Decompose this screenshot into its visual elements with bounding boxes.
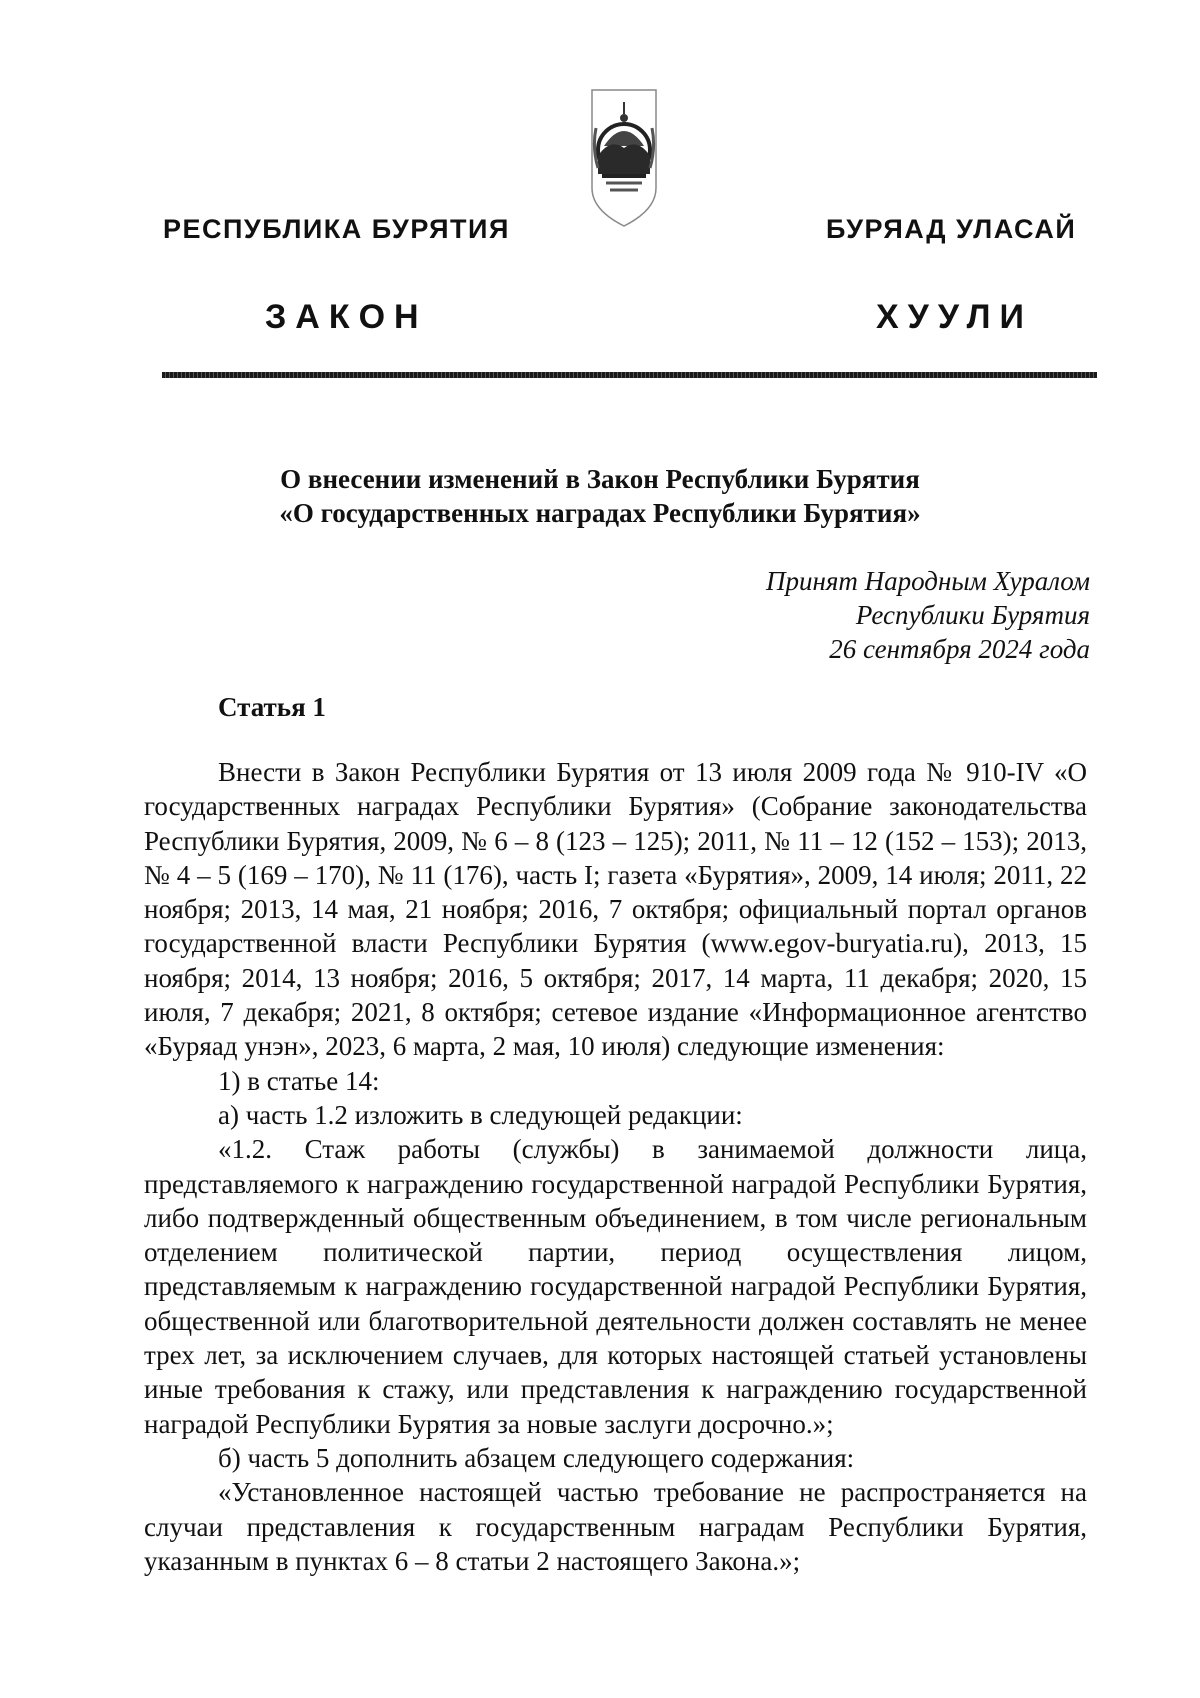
document-title xyxy=(120,462,1080,530)
paragraph: «Установленное настоящей частью требование не распространяется на случаи представления к государственным наградам Республики Бурятия, указанным в пунктах 6 – 8 статьи 2 настоящего Закона.»; xyxy=(144,1477,1087,1576)
adoption-note xyxy=(766,564,1090,666)
article-body xyxy=(144,755,1087,1578)
paragraph: «1.2. Стаж работы (службы) в занимаемой должности лица, представляемого к награждению государственной наградой Республики Бурятия, либо подтвержденный общественным объединением, в том числе региональным отделением политической партии, период осуществления лицом, представляемым к награждению государственной наградой Республики Бурятия, общественной или благотворительной деятельности должен составлять не менее трех лет, за исключением случаев, для которых настоящей статьей установлены иные требования к стажу, или представления к награждению государственной наградой Республики Бурятия за новые заслуги досрочно.»; xyxy=(144,1134,1087,1439)
coat-of-arms-icon xyxy=(590,88,658,228)
law-label-buryat: ХУУЛИ xyxy=(876,298,1033,336)
adoption-line-2: Республики Бурятия xyxy=(855,600,1090,630)
paragraph: Внести в Закон Республики Бурятия от 13 июля 2009 года № 910-IV «О государственных наградах Республики Бурятия» (Собрание законодательства Республики Бурятия, 2009, № 6 – 8 (123 – 125); 2011, № 11 – 12 (152 – 153); 2013, № 4 – 5 (169 – 170), № 11 (176), часть I; газета «Бурятия», 2009, 14 июля; 2011, 22 ноября; 2013, 14 мая, 21 ноября; 2016, 7 октября; официальный портал органов государственной власти Республики Бурятия (www.egov-buryatia.ru), 2013, 15 ноября; 2014, 13 ноября; 2016, 5 октября; 2017, 14 марта, 11 декабря; 2020, 15 июля, 7 декабря; 2021, 8 октября; сетевое издание «Информационное агентство «Буряад унэн», 2023, 6 марта, 2 мая, 10 июля) следующие изменения: xyxy=(144,757,1087,1062)
header-divider xyxy=(162,372,1097,378)
republic-name-buryat: БУРЯАД УЛАСАЙ xyxy=(826,214,1077,244)
republic-name-russian: РЕСПУБЛИКА БУРЯТИЯ xyxy=(163,214,510,244)
article-heading: Статья 1 xyxy=(218,692,326,722)
paragraph: а) часть 1.2 изложить в следующей редакции: xyxy=(218,1099,743,1130)
title-line-1: О внесении изменений в Закон Республики Бурятия xyxy=(280,464,920,494)
law-label-russian: ЗАКОН xyxy=(265,298,428,336)
adoption-line-1: Принят Народным Хуралом xyxy=(765,566,1090,596)
paragraph: б) часть 5 дополнить абзацем следующего содержания: xyxy=(218,1442,855,1473)
paragraph: 1) в статье 14: xyxy=(218,1065,380,1096)
adoption-date: 26 сентября 2024 года xyxy=(829,634,1090,664)
title-line-2: «О государственных наградах Республики Бурятия» xyxy=(279,498,921,528)
